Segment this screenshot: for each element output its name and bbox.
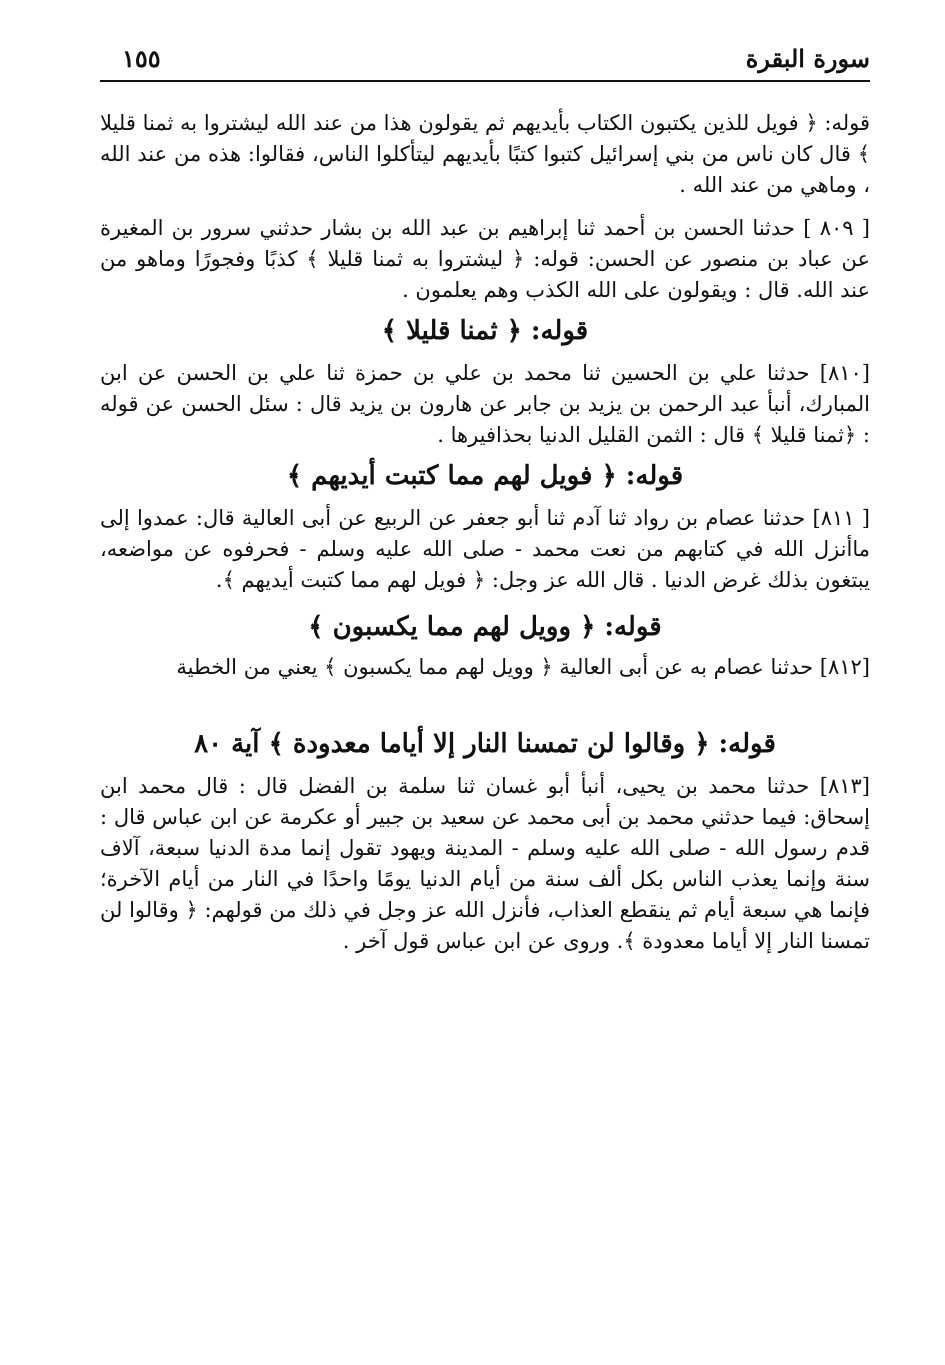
verse-heading-ayah-80: قوله: ﴿ وقالوا لن تمسنا النار إلا أياما معدودة ﴾ آية ٨٠ <box>194 729 776 759</box>
narration-811: [ ٨١١] حدثنا عصام بن رواد ثنا آدم ثنا أبو جعفر عن الربيع عن أبى العالية قال: عمدوا إلى ماأنزل الله في كتابهم من نعت محمد - صلى الله عليه وسلم - فحرفوه عن مواضعه، يبتغون بذلك غرض الدنيا . قال الله عز وجل: ﴿ فويل لهم مما كتبت أيديهم ﴾. <box>100 506 870 592</box>
page-number: ١٥٥ <box>122 44 161 73</box>
surah-title: سورة البقرة <box>745 44 870 73</box>
narration-809: [ ٨٠٩ ] حدثنا الحسن بن أحمد ثنا إبراهيم بن عبد الله بن بشار حدثني سرور بن المغيرة عن عباد بن منصور عن الحسن: قوله: ﴿ ليشتروا به ثمنا قليلا ﴾ كذبًا وفجورًا وماهو من عند الله. قال : ويقولون على الله الكذب وهم يعلمون . <box>100 216 870 302</box>
verse-heading-thaman-qalil: قوله: ﴿ ثمنا قليلا ﴾ <box>381 316 589 346</box>
page-body <box>100 108 870 957</box>
verse-heading-fawayl-lahum: قوله: ﴿ فويل لهم مما كتبت أيديهم ﴾ <box>286 461 684 491</box>
narration-812: [٨١٢] حدثنا عصام به عن أبى العالية ﴿ وويل لهم مما يكسبون ﴾ يعني من الخطية <box>176 655 870 679</box>
narration-813: [٨١٣] حدثنا محمد بن يحيى، أنبأ أبو غسان ثنا سلمة بن الفضل قال : قال محمد ابن إسحاق: فيما حدثني محمد بن أبى محمد عن سعيد بن جبير أو عكرمة عن ابن عباس قال : قدم رسول الله - صلى الله عليه وسلم - المدينة ويهود تقول إنما مدة الدنيا سبعة، آلاف سنة وإنما يعذب الناس بكل ألف سنة من أيام الدنيا يومًا واحدًا في النار من أيام الآخرة؛ فإنما هي سبعة أيام ثم ينقطع العذاب، فأنزل الله عز وجل في ذلك من قولهم: ﴿ وقالوا لن تمسنا النار إلا أياما معدودة ﴾. وروى عن ابن عباس قول آخر . <box>100 774 870 953</box>
commentary-paragraph: قوله: ﴿ فويل للذين يكتبون الكتاب بأيديهم ثم يقولون هذا من عند الله ليشتروا به ثمنا قليلا ﴾ قال كان ناس من بني إسرائيل كتبوا كتبًا بأيديهم ليتأكلوا الناس، فقالوا: هذه من عند الله ، وماهي من عند الله . <box>100 111 870 197</box>
narration-810: [٨١٠] حدثنا علي بن الحسين ثنا محمد بن علي بن حمزة ثنا علي بن الحسن عن ابن المبارك، أنبأ عبد الرحمن بن يزيد بن جابر عن هارون بن يزيد قال : سئل الحسن عن قوله : ﴿ثمنا قليلا ﴾ قال : الثمن القليل الدنيا بحذافيرها . <box>100 361 870 447</box>
page-header <box>100 40 870 82</box>
verse-heading-yaksibun: قوله: ﴿ وويل لهم مما يكسبون ﴾ <box>308 612 662 642</box>
